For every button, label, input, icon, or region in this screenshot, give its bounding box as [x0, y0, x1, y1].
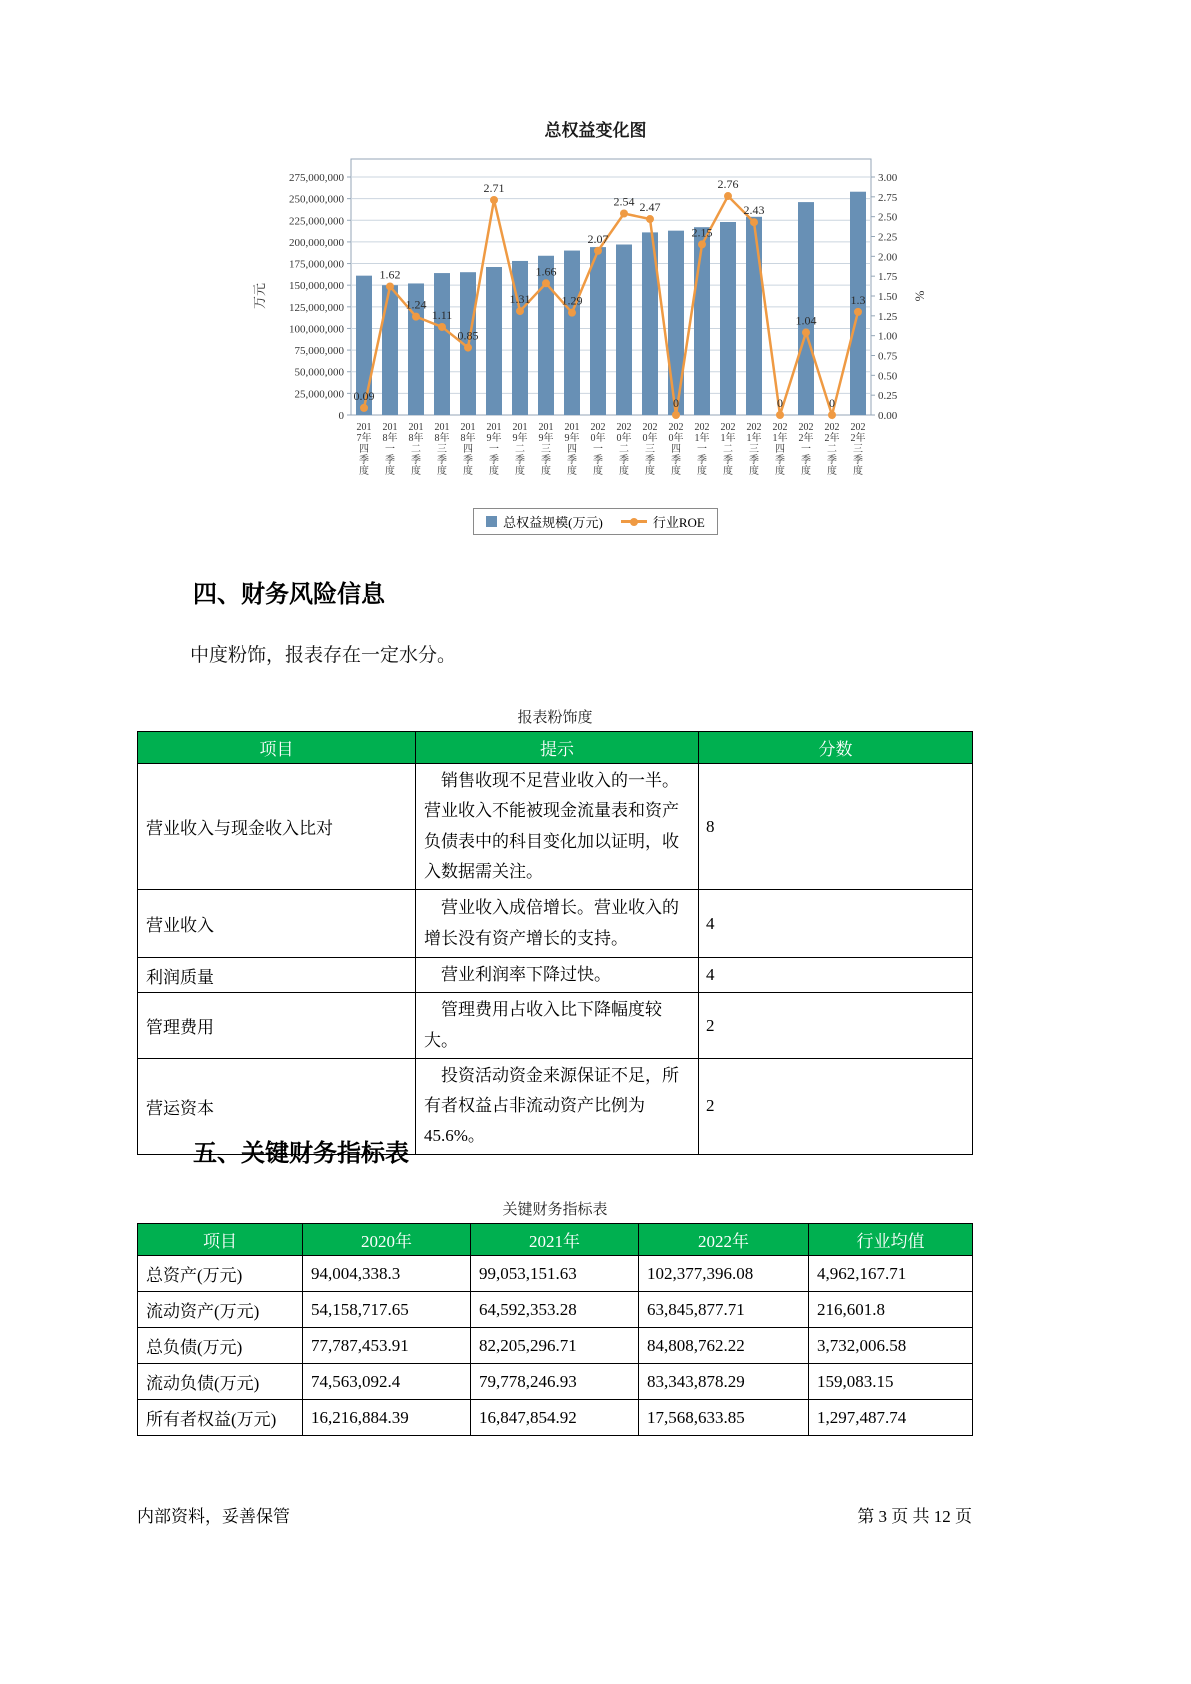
cell-value: 79,778,246.93: [471, 1364, 639, 1400]
indicator-table-caption: 关键财务指标表: [502, 1202, 608, 1218]
section-heading-risk: 四、财务风险信息: [193, 581, 385, 608]
svg-text:0.00: 0.00: [877, 410, 897, 422]
cell-value: 17,568,633.85: [639, 1400, 809, 1436]
x-axis-label: 201 9年三季度: [538, 422, 553, 477]
svg-text:1.50: 1.50: [877, 291, 897, 303]
table-row: [138, 1328, 973, 1364]
svg-text:250,000,000: 250,000,000: [288, 193, 344, 206]
roe-marker: [698, 240, 706, 248]
svg-text:0.50: 0.50: [877, 370, 897, 383]
cell-hint: 营业收入成倍增长。营业收入的增长没有资产增长的支持。: [416, 890, 699, 958]
cell-value: 159,083.15: [809, 1364, 973, 1400]
bar-series-swatch: [486, 516, 497, 527]
roe-value-label: 2.07: [587, 231, 608, 246]
roe-value-label: 0.85: [457, 328, 478, 343]
roe-marker: [542, 279, 550, 287]
x-axis-label: 201 9年四季度: [564, 422, 579, 477]
x-axis-label: 201 9年一季度: [486, 422, 501, 477]
cell-value: 83,343,878.29: [639, 1364, 809, 1400]
cell-hint: 管理费用占收入比下降幅度较大。: [416, 993, 699, 1059]
cell-value: 16,216,884.39: [303, 1400, 471, 1436]
x-axis-label: 202 1年一季度: [694, 422, 709, 477]
roe-value-label: 2.76: [717, 177, 738, 192]
cell-score: 8: [699, 764, 973, 890]
x-axis-label: 201 8年三季度: [434, 422, 449, 477]
svg-text:1.75: 1.75: [877, 271, 897, 284]
roe-value-label: 1.3: [850, 292, 865, 307]
cell-item: 利润质量: [138, 958, 416, 993]
chart-legend: [473, 508, 718, 535]
equity-bar: [616, 245, 632, 415]
col-header: 项目: [138, 1224, 303, 1256]
svg-text:2.00: 2.00: [877, 251, 897, 264]
legend-item-equity: [486, 512, 603, 531]
roe-value-label: 2.15: [691, 225, 712, 240]
svg-text:175,000,000: 175,000,000: [288, 258, 344, 271]
col-header: 2020年: [303, 1224, 471, 1256]
table-row: [138, 993, 973, 1059]
col-header-hint: 提示: [416, 732, 699, 764]
roe-value-label: 1.66: [535, 264, 556, 279]
footer-confidential-note: 内部资料，妥善保管: [137, 1507, 290, 1526]
indicator-table: [137, 1223, 973, 1436]
roe-value-label: 0.09: [353, 388, 374, 403]
table-row: [138, 958, 973, 993]
table-header-row: [138, 1224, 973, 1256]
roe-marker: [412, 313, 420, 321]
cell-value: 216,601.8: [809, 1292, 973, 1328]
roe-value-label: 0: [776, 396, 783, 410]
equity-bar: [382, 285, 398, 415]
roe-marker: [386, 282, 394, 290]
cell-value: 64,592,353.28: [471, 1292, 639, 1328]
equity-bar: [694, 227, 710, 415]
equity-bar: [590, 247, 606, 415]
equity-bar: [486, 267, 502, 415]
cell-score: 4: [699, 958, 973, 993]
cell-hint: 营业利润率下降过快。: [416, 958, 699, 993]
cell-hint: 投资活动资金来源保证不足，所有者权益占非流动资产比例为45.6%。: [416, 1058, 699, 1154]
roe-value-label: 1.11: [431, 307, 452, 322]
equity-chart: [246, 147, 946, 497]
svg-text:150,000,000: 150,000,000: [288, 280, 344, 293]
x-axis-label: 201 8年四季度: [460, 422, 475, 477]
roe-value-label: 2.43: [743, 203, 764, 218]
table-row: [138, 1292, 973, 1328]
table-row: [138, 1400, 973, 1436]
equity-bar: [564, 251, 580, 415]
roe-value-label: 2.47: [639, 200, 660, 215]
cell-value: 102,377,396.08: [639, 1256, 809, 1292]
equity-bar: [746, 217, 762, 415]
x-axis-label: 202 0年一季度: [590, 422, 605, 477]
roe-marker: [802, 328, 810, 336]
cell-item: 营业收入: [138, 890, 416, 958]
roe-marker: [672, 411, 680, 419]
line-series-swatch: [621, 520, 647, 523]
cell-item: 营业收入与现金收入比对: [138, 764, 416, 890]
cell-score: 2: [699, 1058, 973, 1154]
cell-value: 84,808,762.22: [639, 1328, 809, 1364]
cell-value: 3,732,006.58: [809, 1328, 973, 1364]
svg-text:125,000,000: 125,000,000: [288, 301, 344, 314]
cell-hint: 销售收现不足营业收入的一半。营业收入不能被现金流量表和资产负债表中的科目变化加以证明，收入数据需关注。: [416, 764, 699, 890]
roe-marker: [620, 209, 628, 217]
cell-value: 1,297,487.74: [809, 1400, 973, 1436]
equity-bar: [434, 273, 450, 415]
roe-marker: [646, 215, 654, 223]
svg-text:275,000,000: 275,000,000: [288, 172, 344, 184]
roe-marker: [490, 196, 498, 204]
svg-text:100,000,000: 100,000,000: [288, 323, 344, 336]
x-axis-label: 202 1年四季度: [772, 422, 787, 477]
cell-value: 82,205,296.71: [471, 1328, 639, 1364]
cell-label: 流动负债(万元): [138, 1364, 303, 1400]
roe-value-label: 2.54: [613, 194, 634, 209]
table-row: [138, 1364, 973, 1400]
roe-value-label: 1.62: [379, 267, 400, 282]
roe-marker: [568, 309, 576, 317]
cell-item: 营运资本: [138, 1058, 416, 1154]
cell-value: 16,847,854.92: [471, 1400, 639, 1436]
x-axis-label: 202 1年二季度: [720, 422, 735, 477]
svg-text:200,000,000: 200,000,000: [288, 236, 344, 249]
cell-value: 63,845,877.71: [639, 1292, 809, 1328]
x-axis-label: 202 2年一季度: [798, 422, 813, 477]
svg-text:0.25: 0.25: [877, 390, 897, 403]
footer-page-number: 第 3 页 共 12 页: [857, 1507, 972, 1526]
cell-label: 流动资产(万元): [138, 1292, 303, 1328]
col-header: 2021年: [471, 1224, 639, 1256]
col-header-score: 分数: [699, 732, 973, 764]
x-axis-label: 201 9年二季度: [512, 422, 527, 477]
roe-marker: [854, 308, 862, 316]
table-row: [138, 890, 973, 958]
roe-marker: [360, 404, 368, 412]
col-header: 2022年: [639, 1224, 809, 1256]
cell-score: 2: [699, 993, 973, 1059]
x-axis-label: 201 8年二季度: [408, 422, 423, 477]
x-axis-label: 202 0年三季度: [642, 422, 657, 477]
equity-chart-block: [246, 116, 946, 535]
x-axis-label: 201 7年四季度: [356, 422, 371, 477]
roe-marker: [750, 218, 758, 226]
svg-text:1.25: 1.25: [877, 310, 897, 323]
cell-label: 总资产(万元): [138, 1256, 303, 1292]
x-axis-label: 202 2年二季度: [824, 422, 839, 477]
roe-value-label: 1.29: [561, 293, 582, 308]
roe-value-label: 2.71: [483, 181, 504, 196]
polish-table: [137, 731, 973, 1155]
svg-text:50,000,000: 50,000,000: [294, 366, 344, 379]
roe-value-label: 1.24: [405, 297, 426, 312]
right-axis-title: %: [911, 290, 927, 302]
polish-table-caption: 报表粉饰度: [517, 710, 593, 726]
roe-value-label: 1.04: [795, 313, 816, 328]
equity-bar: [720, 222, 736, 415]
svg-text:1.00: 1.00: [877, 330, 897, 343]
roe-marker: [594, 247, 602, 255]
roe-marker: [438, 323, 446, 331]
roe-value-label: 0: [672, 396, 679, 410]
svg-text:0: 0: [338, 410, 344, 422]
x-axis-label: 202 1年三季度: [746, 422, 761, 477]
equity-bar: [798, 202, 814, 415]
legend-label-equity: 总权益规模(万元): [503, 515, 603, 530]
x-axis-label: 201 8年一季度: [382, 422, 397, 477]
x-axis-label: 202 2年三季度: [850, 422, 865, 477]
section-heading-indicators: 五、关键财务指标表: [193, 1140, 409, 1167]
legend-item-roe: [621, 512, 705, 531]
cell-value: 99,053,151.63: [471, 1256, 639, 1292]
roe-marker: [516, 307, 524, 315]
x-axis-label: 202 0年四季度: [668, 422, 683, 477]
chart-title: 总权益变化图: [544, 121, 647, 140]
svg-text:225,000,000: 225,000,000: [288, 215, 344, 228]
roe-value-label: 1.31: [509, 292, 530, 307]
svg-text:2.75: 2.75: [877, 191, 897, 204]
cell-value: 74,563,092.4: [303, 1364, 471, 1400]
cell-label: 总负债(万元): [138, 1328, 303, 1364]
svg-text:2.50: 2.50: [877, 211, 897, 224]
roe-marker: [776, 411, 784, 419]
left-axis-title: 万元: [251, 282, 267, 310]
roe-marker: [724, 192, 732, 200]
risk-summary-text: 中度粉饰，报表存在一定水分。: [190, 645, 457, 666]
cell-item: 管理费用: [138, 993, 416, 1059]
roe-marker: [464, 344, 472, 352]
svg-text:25,000,000: 25,000,000: [294, 388, 344, 401]
table-header-row: [138, 732, 973, 764]
cell-score: 4: [699, 890, 973, 958]
svg-text:2.25: 2.25: [877, 231, 897, 244]
svg-text:3.00: 3.00: [877, 172, 897, 184]
col-header: 行业均值: [809, 1224, 973, 1256]
x-axis-label: 202 0年二季度: [616, 422, 631, 477]
svg-text:0.75: 0.75: [877, 350, 897, 363]
legend-label-roe: 行业ROE: [652, 515, 705, 530]
roe-marker: [828, 411, 836, 419]
cell-value: 94,004,338.3: [303, 1256, 471, 1292]
table-row: [138, 1256, 973, 1292]
col-header-item: 项目: [138, 732, 416, 764]
cell-value: 4,962,167.71: [809, 1256, 973, 1292]
line-series-dot: [630, 518, 638, 526]
cell-label: 所有者权益(万元): [138, 1400, 303, 1436]
svg-text:75,000,000: 75,000,000: [294, 345, 344, 358]
table-row: [138, 764, 973, 890]
cell-value: 77,787,453.91: [303, 1328, 471, 1364]
roe-value-label: 0: [828, 396, 835, 410]
equity-bar: [668, 231, 684, 415]
cell-value: 54,158,717.65: [303, 1292, 471, 1328]
